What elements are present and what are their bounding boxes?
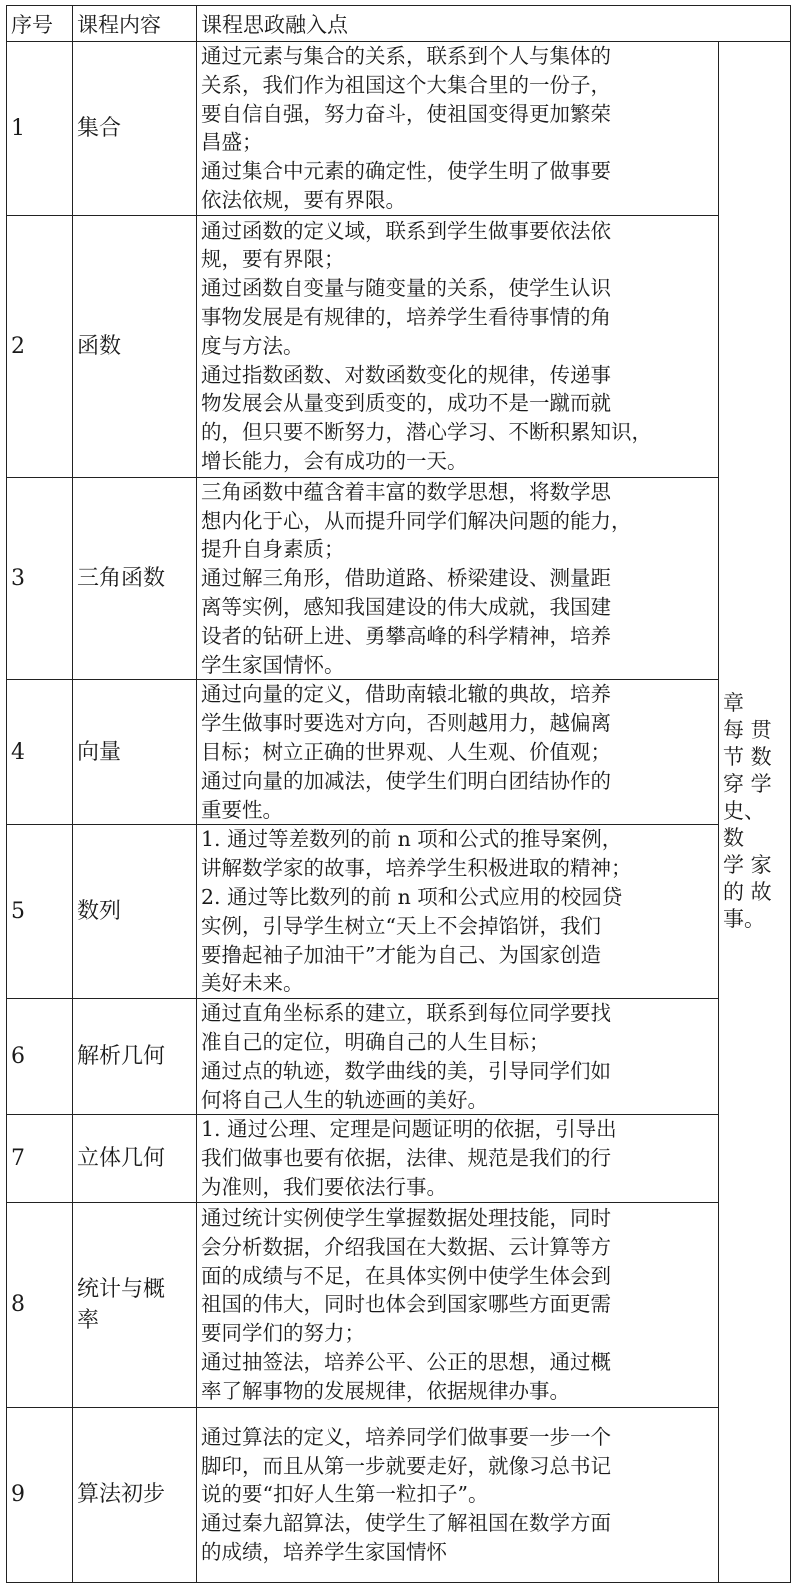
description-line: 的成绩，培养学生家国情怀 — [201, 1539, 447, 1564]
topic-line: 三角函数 — [77, 566, 166, 592]
description-line: 会分析数据，介绍我国在大数据、云计算等方 — [201, 1234, 611, 1259]
topic-line: 统计与概 — [77, 1276, 166, 1302]
row-description — [197, 215, 719, 477]
topic-line: 算法初步 — [77, 1482, 166, 1508]
description-line: 率了解事物的发展规律，依据规律办事。 — [201, 1378, 570, 1403]
description-line: 要撸起袖子加油干”才能为自己、为国家创造 — [201, 942, 601, 967]
row-index: 9 — [7, 1407, 73, 1582]
table-row — [7, 999, 791, 1115]
description-line: 学生家国情怀。 — [201, 652, 345, 677]
description-line: 脚印，而且从第一步就要走好，就像习总书记 — [201, 1453, 611, 1478]
header-points: 课程思政融入点 — [197, 6, 791, 42]
header-row — [7, 6, 791, 42]
description-line: 1. 通过等差数列的前 n 项和公式的推导案例， — [201, 827, 623, 852]
header-index: 序号 — [7, 6, 73, 42]
description-line: 祖国的伟大，同时也体会到国家哪些方面更需 — [201, 1292, 611, 1317]
description-line: 我们做事也要有依据，法律、规范是我们的行 — [201, 1146, 611, 1171]
description-line: 美好未来。 — [201, 971, 304, 996]
topic-line: 集合 — [77, 115, 122, 141]
header-content: 课程内容 — [73, 6, 197, 42]
row-topic — [73, 999, 197, 1115]
description-line: 通过点的轨迹，数学曲线的美，引导同学们如 — [201, 1058, 611, 1083]
row-description — [197, 825, 719, 999]
row-description — [197, 1407, 719, 1582]
description-line: 的，但只要不断努力，潜心学习、不断积累知识， — [201, 420, 652, 445]
description-line: 通过直角坐标系的建立，联系到每位同学要找 — [201, 1001, 611, 1026]
table-body — [7, 42, 791, 1583]
description-line: 要同学们的努力； — [201, 1321, 365, 1346]
description-line: 重要性。 — [201, 797, 283, 822]
side-note-line: 章 — [723, 691, 744, 716]
description-line: 面的成绩与不足，在具体实例中使学生体会到 — [201, 1263, 611, 1288]
row-description — [197, 1202, 719, 1407]
description-line: 度与方法。 — [201, 333, 304, 358]
description-line: 准自己的定位，明确自己的人生目标； — [201, 1029, 550, 1054]
row-description — [197, 680, 719, 825]
table-row — [7, 1115, 791, 1202]
description-line: 设者的钻研上进、勇攀高峰的科学精神，培养 — [201, 623, 611, 648]
side-note-line: 的 故 — [723, 880, 772, 905]
table-row — [7, 1407, 791, 1582]
row-index: 6 — [7, 999, 73, 1115]
description-line: 通过抽签法，培养公平、公正的思想，通过概 — [201, 1349, 611, 1374]
description-line: 说的要“扣好人生第一粒扣子”。 — [201, 1482, 489, 1507]
table-row — [7, 825, 791, 999]
row-index: 8 — [7, 1202, 73, 1407]
description-line: 通过向量的定义，借助南辕北辙的典故，培养 — [201, 682, 611, 707]
description-line: 通过统计实例使学生掌握数据处理技能，同时 — [201, 1205, 611, 1230]
row-index: 7 — [7, 1115, 73, 1202]
description-line: 想内化于心，从而提升同学们解决问题的能力， — [201, 508, 632, 533]
description-line: 事物发展是有规律的，培养学生看待事情的角 — [201, 305, 611, 330]
side-note-line: 学 家 — [723, 853, 772, 878]
topic-line: 立体几何 — [77, 1146, 166, 1171]
description-line: 实例，引导学生树立“天上不会掉馅饼，我们 — [201, 913, 601, 938]
table-row — [7, 215, 791, 477]
table-row — [7, 680, 791, 825]
row-description — [197, 477, 719, 680]
description-line: 讲解数学家的故事，培养学生积极进取的精神； — [201, 856, 632, 881]
row-topic — [73, 477, 197, 680]
row-topic — [73, 825, 197, 999]
description-line: 通过解三角形，借助道路、桥梁建设、测量距 — [201, 566, 611, 591]
row-topic — [73, 215, 197, 477]
table-row — [7, 42, 791, 216]
description-line: 何将自己人生的轨迹画的美好。 — [201, 1087, 488, 1112]
description-line: 依法依规，要有界限。 — [201, 187, 406, 212]
row-index: 5 — [7, 825, 73, 999]
row-description — [197, 999, 719, 1115]
row-index: 1 — [7, 42, 73, 216]
curriculum-ideology-table — [6, 5, 791, 1583]
topic-line: 数列 — [77, 899, 122, 925]
description-line: 通过算法的定义，培养同学们做事要一步一个 — [201, 1424, 611, 1449]
description-line: 提升自身素质； — [201, 537, 345, 562]
row-index: 4 — [7, 680, 73, 825]
topic-line: 率 — [77, 1307, 100, 1333]
side-note-line: 节 数 — [723, 745, 772, 770]
row-topic — [73, 42, 197, 216]
description-line: 通过元素与集合的关系，联系到个人与集体的 — [201, 44, 611, 68]
description-line: 通过指数函数、对数函数变化的规律，传递事 — [201, 362, 611, 387]
topic-line: 解析几何 — [77, 1044, 166, 1070]
description-line: 三角函数中蕴含着丰富的数学思想，将数学思 — [201, 479, 611, 504]
description-line: 1. 通过公理、定理是问题证明的依据，引导出 — [201, 1117, 617, 1142]
topic-line: 向量 — [77, 739, 122, 765]
row-topic — [73, 1407, 197, 1582]
description-line: 增长能力，会有成功的一天。 — [201, 449, 468, 474]
description-line: 通过向量的加减法，使学生们明白团结协作的 — [201, 768, 611, 793]
row-topic — [73, 1115, 197, 1202]
row-index: 3 — [7, 477, 73, 680]
description-line: 目标；树立正确的世界观、人生观、价值观； — [201, 739, 611, 764]
side-note — [719, 42, 791, 1583]
description-line: 规，要有界限； — [201, 247, 345, 272]
row-description — [197, 42, 719, 216]
description-line: 学生做事时要选对方向，否则越用力，越偏离 — [201, 711, 611, 736]
row-topic — [73, 680, 197, 825]
description-line: 物发展会从量变到质变的，成功不是一蹴而就 — [201, 391, 611, 416]
description-line: 通过函数的定义域，联系到学生做事要依法依 — [201, 218, 611, 243]
row-description — [197, 1115, 719, 1202]
row-index: 2 — [7, 215, 73, 477]
description-line: 2. 通过等比数列的前 n 项和公式应用的校园贷 — [201, 884, 623, 909]
side-note-line: 事。 — [723, 907, 765, 932]
side-note-line: 数 — [723, 826, 744, 851]
side-note-line: 每 贯 — [723, 718, 772, 743]
description-line: 通过集合中元素的确定性，使学生明了做事要 — [201, 159, 611, 184]
topic-line: 函数 — [77, 333, 122, 359]
description-line: 通过秦九韶算法，使学生了解祖国在数学方面 — [201, 1511, 611, 1536]
description-line: 离等实例，感知我国建设的伟大成就，我国建 — [201, 594, 611, 619]
side-note-line: 穿 学 — [723, 772, 772, 797]
side-note-line: 史、 — [723, 799, 765, 824]
table-row — [7, 1202, 791, 1407]
description-line: 关系，我们作为祖国这个大集合里的一份子， — [201, 72, 611, 97]
row-topic — [73, 1202, 197, 1407]
description-line: 为准则，我们要依法行事。 — [201, 1174, 447, 1199]
table-row — [7, 477, 791, 680]
description-line: 要自信自强，努力奋斗，使祖国变得更加繁荣 — [201, 101, 611, 126]
description-line: 昌盛； — [201, 130, 263, 155]
description-line: 通过函数自变量与随变量的关系，使学生认识 — [201, 276, 611, 301]
